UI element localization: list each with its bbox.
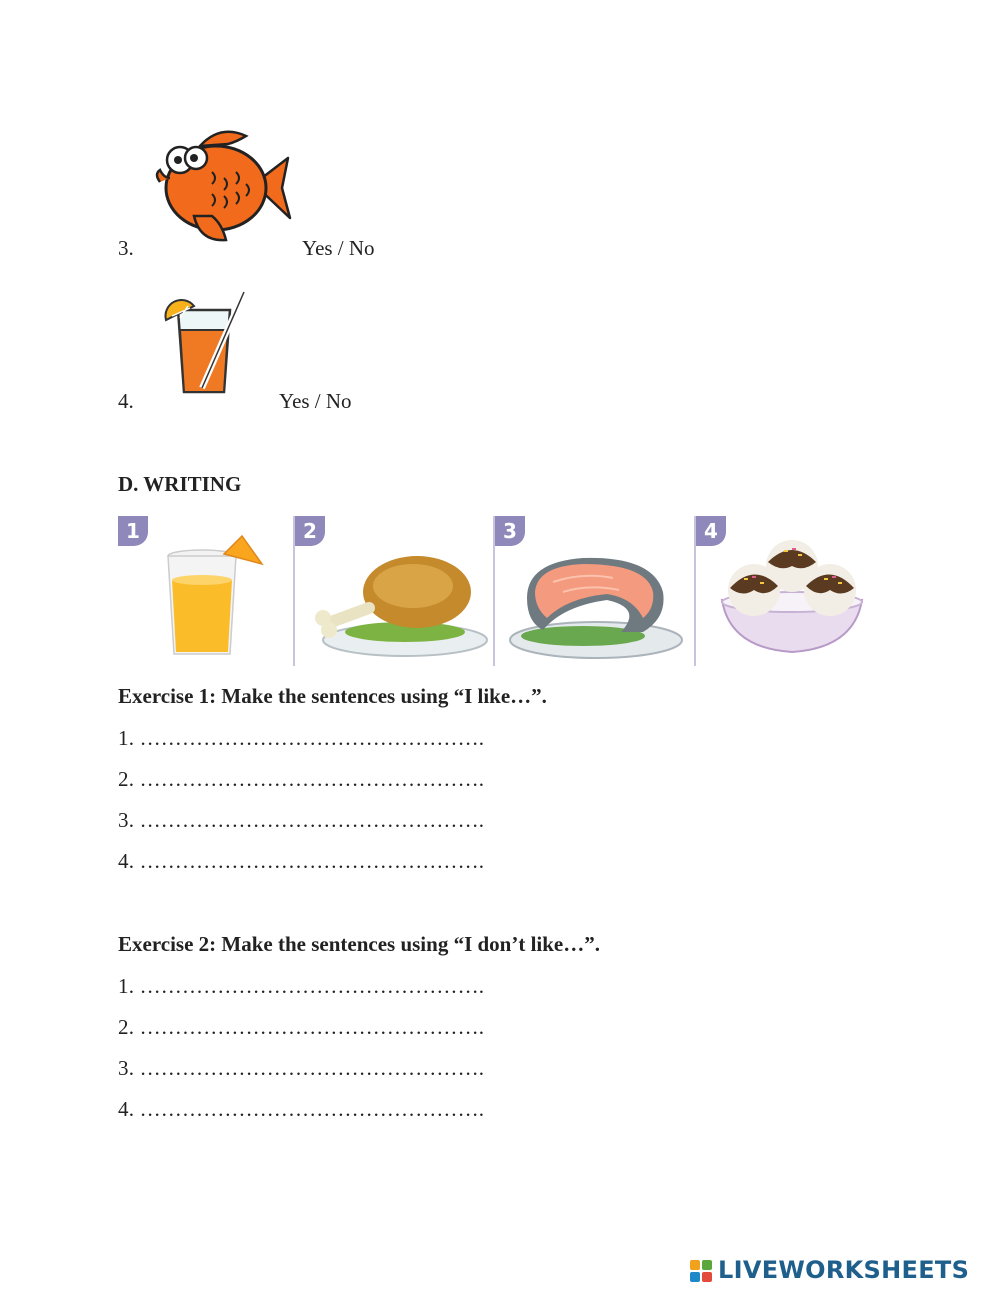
exercise-2-title: Exercise 2: Make the sentences using “I don’t like…”. bbox=[118, 932, 601, 956]
exercise-1-line-4[interactable]: 4. …………………………………………. bbox=[118, 849, 485, 873]
orange-juice-picture bbox=[160, 286, 252, 396]
logo-grid-icon bbox=[690, 1260, 712, 1282]
yes-no-choice[interactable]: Yes / No bbox=[302, 236, 375, 260]
exercise-1-line-1[interactable]: 1. …………………………………………. bbox=[118, 726, 485, 750]
logo-text: LIVEWORKSHEETS bbox=[718, 1256, 970, 1284]
item-number: 4. bbox=[118, 389, 134, 413]
food-picture-strip bbox=[118, 516, 886, 666]
panel-number: 2 bbox=[295, 516, 325, 546]
exercise-1-line-3[interactable]: 3. …………………………………………. bbox=[118, 808, 485, 832]
yes-no-choice[interactable]: Yes / No bbox=[279, 389, 352, 413]
panel-number: 1 bbox=[118, 516, 148, 546]
food-panel-3 bbox=[495, 516, 694, 666]
orange-juice-icon bbox=[160, 286, 252, 396]
exercise-2-line-2[interactable]: 2. …………………………………………. bbox=[118, 1015, 485, 1039]
item-number: 3. bbox=[118, 236, 134, 260]
exercise-1-line-2[interactable]: 2. …………………………………………. bbox=[118, 767, 485, 791]
section-title: D. WRITING bbox=[118, 472, 242, 496]
salmon-steak-icon bbox=[503, 548, 689, 662]
panel-number: 3 bbox=[495, 516, 525, 546]
exercise-1-title: Exercise 1: Make the sentences using “I like…”. bbox=[118, 684, 547, 708]
fish-icon bbox=[150, 124, 292, 246]
exercise-2-line-4[interactable]: 4. …………………………………………. bbox=[118, 1097, 485, 1121]
food-panel-1 bbox=[118, 516, 293, 666]
fish-picture bbox=[150, 124, 292, 246]
exercise-2-line-1[interactable]: 1. …………………………………………. bbox=[118, 974, 485, 998]
food-panel-2 bbox=[295, 516, 493, 666]
chicken-leg-icon bbox=[305, 552, 490, 662]
panel-number: 4 bbox=[696, 516, 726, 546]
food-panel-4 bbox=[696, 516, 886, 666]
ice-cream-bowl-icon bbox=[714, 538, 870, 662]
juice-glass-icon bbox=[158, 534, 278, 662]
exercise-2-line-3[interactable]: 3. …………………………………………. bbox=[118, 1056, 485, 1080]
